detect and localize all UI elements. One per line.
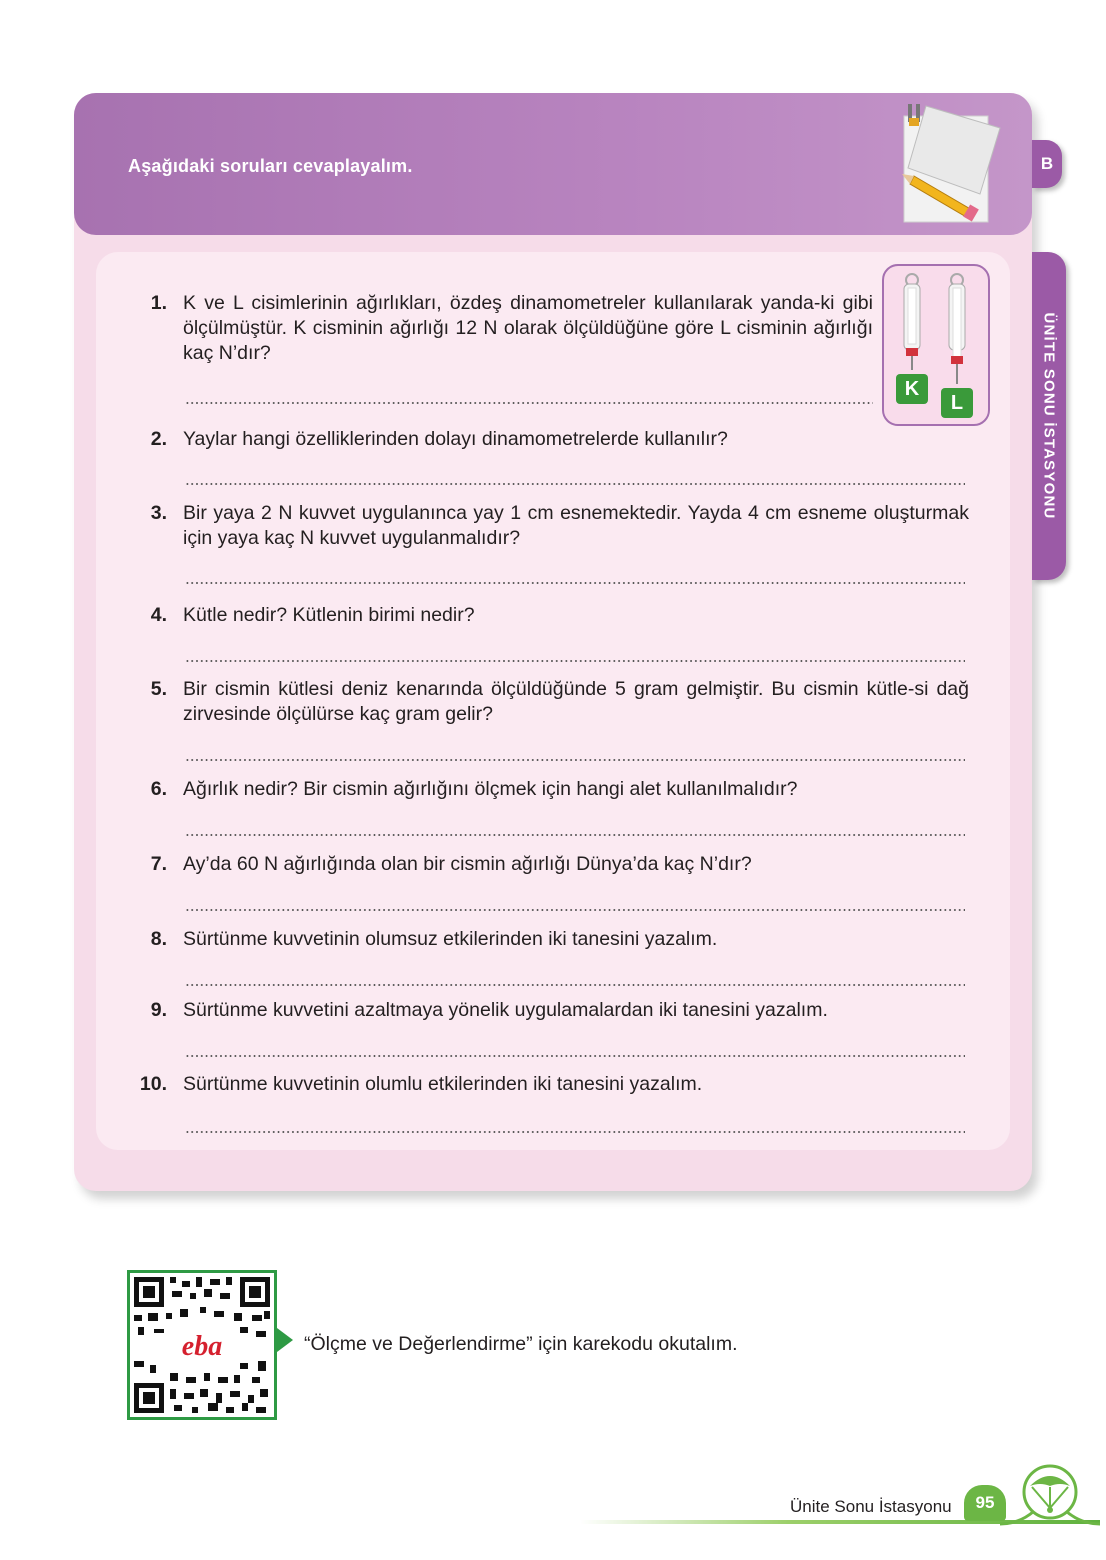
answer-line[interactable] [185, 909, 965, 911]
question-text: Sürtünme kuvvetinin olumsuz etkilerinden iki tanesini yazalım. [183, 928, 718, 950]
dynamometer-figure [882, 264, 990, 426]
page-number: 95 [964, 1485, 1006, 1521]
question-number: 5. [150, 678, 167, 700]
question-number: 1. [150, 292, 167, 314]
section-b-tab: B [1032, 140, 1062, 188]
parachute-logo-icon [1000, 1462, 1100, 1528]
question-text: Bir cismin kütlesi deniz kenarında ölçüldüğünde 5 gram gelmiştir. Bu cismin kütle-si dağ zirvesinde ölçülürse kaç gram gelir? [183, 678, 969, 725]
qr-pointer-icon [277, 1328, 293, 1352]
question-text: Ağırlık nedir? Bir cismin ağırlığını ölçmek için hangi alet kullanılmalıdır? [183, 778, 798, 800]
question-text: Bir yaya 2 N kuvvet uygulanınca yay 1 cm esnemektedir. Yayda 4 cm esneme oluşturmak için yaya kaç N kuvvet uygulanmalıdır? [183, 502, 969, 549]
eba-logo-text: eba [181, 1331, 223, 1362]
question-number: 3. [150, 502, 167, 524]
qr-code-pattern [130, 1273, 274, 1417]
answer-line[interactable] [185, 582, 965, 584]
answer-line[interactable] [185, 402, 873, 404]
label-k: K [896, 374, 928, 404]
unit-end-side-tab [1032, 252, 1066, 580]
answer-line[interactable] [185, 834, 965, 836]
question-number: 4. [150, 604, 167, 626]
question-text: Kütle nedir? Kütlenin birimi nedir? [183, 604, 475, 626]
qr-caption: “Ölçme ve Değerlendirme” için karekodu okutalım. [304, 1333, 738, 1355]
answer-line[interactable] [185, 660, 965, 662]
section-title: Aşağıdaki soruları cevaplayalım. [128, 156, 413, 176]
question-number: 7. [150, 853, 167, 875]
answer-line[interactable] [185, 1131, 965, 1133]
question-number: 9. [150, 999, 167, 1021]
question-number: 6. [150, 778, 167, 800]
question-number: 2. [150, 428, 167, 450]
notebook-pencil-icon [896, 98, 1008, 226]
side-tab-label: ÜNİTE SONU İSTASYONU [1040, 312, 1058, 520]
answer-line[interactable] [185, 1055, 965, 1057]
question-number: 10. [139, 1073, 167, 1095]
qr-code[interactable] [127, 1270, 277, 1420]
question-number: 8. [150, 928, 167, 950]
footer-section-name: Ünite Sonu İstasyonu [790, 1497, 952, 1516]
label-l: L [941, 388, 973, 418]
question-text: Ay’da 60 N ağırlığında olan bir cismin ağırlığı Dünya’da kaç N’dır? [183, 853, 752, 875]
answer-line[interactable] [185, 759, 965, 761]
answer-line[interactable] [185, 984, 965, 986]
question-text: Yaylar hangi özelliklerinden dolayı dinamometrelerde kullanılır? [183, 428, 728, 450]
question-text: Sürtünme kuvvetinin olumlu etkilerinden iki tanesini yazalım. [183, 1073, 703, 1095]
question-text: K ve L cisimlerinin ağırlıkları, özdeş dinamometreler kullanılarak yanda-ki gibi ölçülmüştür. K cisminin ağırlığı 12 N olarak ölçüldüğüne göre L cisminin ağırlığı kaç N’dır? [183, 292, 873, 364]
question-text: Sürtünme kuvvetini azaltmaya yönelik uygulamalardan iki tanesini yazalım. [183, 999, 828, 1021]
answer-line[interactable] [185, 483, 965, 485]
